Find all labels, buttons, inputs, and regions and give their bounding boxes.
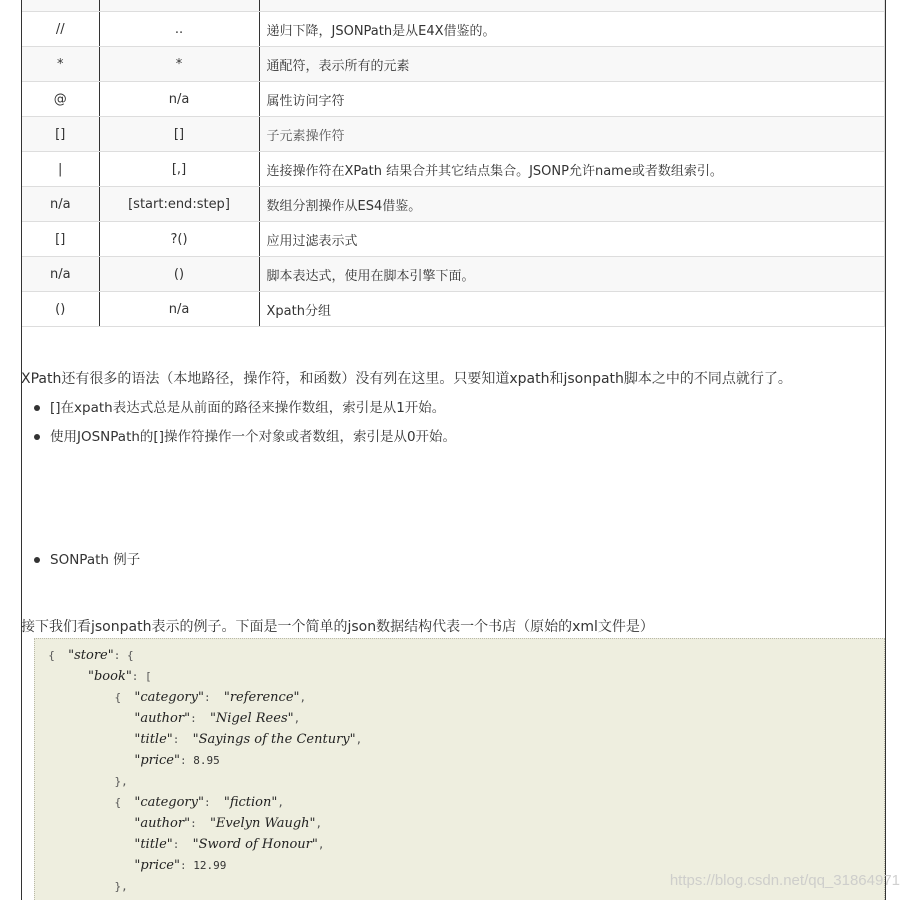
bullet-dot-icon bbox=[34, 405, 40, 411]
xpath-cell: [] bbox=[22, 117, 99, 152]
table-row bbox=[22, 82, 885, 117]
xpath-jsonpath-table bbox=[22, 0, 885, 327]
example-heading-list bbox=[33, 550, 140, 570]
list-item bbox=[33, 550, 140, 570]
jsonpath-cell: ?() bbox=[99, 222, 259, 257]
json-code-block bbox=[34, 638, 885, 900]
table-row bbox=[22, 152, 885, 187]
description-cell: 连接操作符在XPath 结果合并其它结点集合。JSONP允许name或者数组索引。 bbox=[259, 152, 885, 187]
description-cell: 数组分割操作从ES4借鉴。 bbox=[259, 187, 885, 222]
description-cell: 属性访问字符 bbox=[259, 82, 885, 117]
xpath-cell: () bbox=[22, 292, 99, 327]
jsonpath-cell: [start:end:step] bbox=[99, 187, 259, 222]
code-line: }, bbox=[114, 775, 128, 788]
jsonpath-cell: * bbox=[99, 47, 259, 82]
code-line: "title": "Sayings of the Century", bbox=[134, 732, 363, 747]
code-line: { "category": "fiction", bbox=[114, 795, 284, 810]
description-cell: 通配符，表示所有的元素 bbox=[259, 47, 885, 82]
description-cell: 脚本表达式，使用在脚本引擎下面。 bbox=[259, 257, 885, 292]
xpath-cell: n/a bbox=[22, 187, 99, 222]
example-heading: SONPath 例子 bbox=[50, 552, 141, 568]
table-row bbox=[22, 47, 885, 82]
code-line: "price": 12.99 bbox=[134, 858, 227, 873]
table-row bbox=[22, 187, 885, 222]
code-line: { "category": "reference", bbox=[114, 690, 307, 705]
xpath-cell: [] bbox=[22, 222, 99, 257]
jsonpath-cell: .. bbox=[99, 12, 259, 47]
xpath-cell: @ bbox=[22, 82, 99, 117]
code-line: "price": 8.95 bbox=[134, 753, 220, 768]
xpath-cell bbox=[22, 0, 99, 12]
table-row bbox=[22, 0, 885, 12]
table-row bbox=[22, 12, 885, 47]
code-line: }, bbox=[114, 880, 128, 893]
jsonpath-cell: () bbox=[99, 257, 259, 292]
description-cell: 递归下降，JSONPath是从E4X借鉴的。 bbox=[259, 12, 885, 47]
list-item bbox=[33, 398, 456, 418]
xpath-cell: n/a bbox=[22, 257, 99, 292]
description-cell: 应用过滤表示式 bbox=[259, 222, 885, 257]
code-line: "title": "Sword of Honour", bbox=[134, 837, 325, 852]
jsonpath-cell: [,] bbox=[99, 152, 259, 187]
code-line: "book": [ bbox=[87, 669, 152, 684]
jsonpath-cell bbox=[99, 0, 259, 12]
table-row bbox=[22, 292, 885, 327]
code-line: "author": "Evelyn Waugh", bbox=[134, 816, 323, 831]
difference-list bbox=[33, 398, 456, 447]
description-cell: Xpath分组 bbox=[259, 292, 885, 327]
jsonpath-cell: n/a bbox=[99, 82, 259, 117]
xpath-cell: * bbox=[22, 47, 99, 82]
table-row bbox=[22, 117, 885, 152]
code-line: { "store": { bbox=[48, 648, 134, 663]
list-item-text: 使用JOSNPath的[]操作符操作一个对象或者数组，索引是从0开始。 bbox=[50, 429, 457, 445]
watermark: https://blog.csdn.net/qq_31864971 bbox=[669, 872, 900, 889]
intro-paragraph: XPath还有很多的语法（本地路径，操作符，和函数）没有列在这里。只要知道xpath和jsonpath脚本之中的不同点就行了。 bbox=[21, 371, 792, 387]
code-line: "author": "Nigel Rees", bbox=[134, 711, 301, 726]
xpath-cell: // bbox=[22, 12, 99, 47]
bullet-dot-icon bbox=[34, 434, 40, 440]
jsonpath-cell: n/a bbox=[99, 292, 259, 327]
bullet-dot-icon bbox=[34, 557, 40, 563]
description-cell bbox=[259, 0, 885, 12]
example-paragraph: 接下我们看jsonpath表示的例子。下面是一个简单的json数据结构代表一个书店（原始的xml文件是） bbox=[21, 619, 654, 635]
table-row bbox=[22, 222, 885, 257]
list-item-text: []在xpath表达式总是从前面的路径来操作数组，索引是从1开始。 bbox=[50, 400, 446, 416]
xpath-cell: | bbox=[22, 152, 99, 187]
description-cell: 子元素操作符 bbox=[259, 117, 885, 152]
jsonpath-cell: [] bbox=[99, 117, 259, 152]
table-row bbox=[22, 257, 885, 292]
list-item bbox=[33, 427, 456, 447]
